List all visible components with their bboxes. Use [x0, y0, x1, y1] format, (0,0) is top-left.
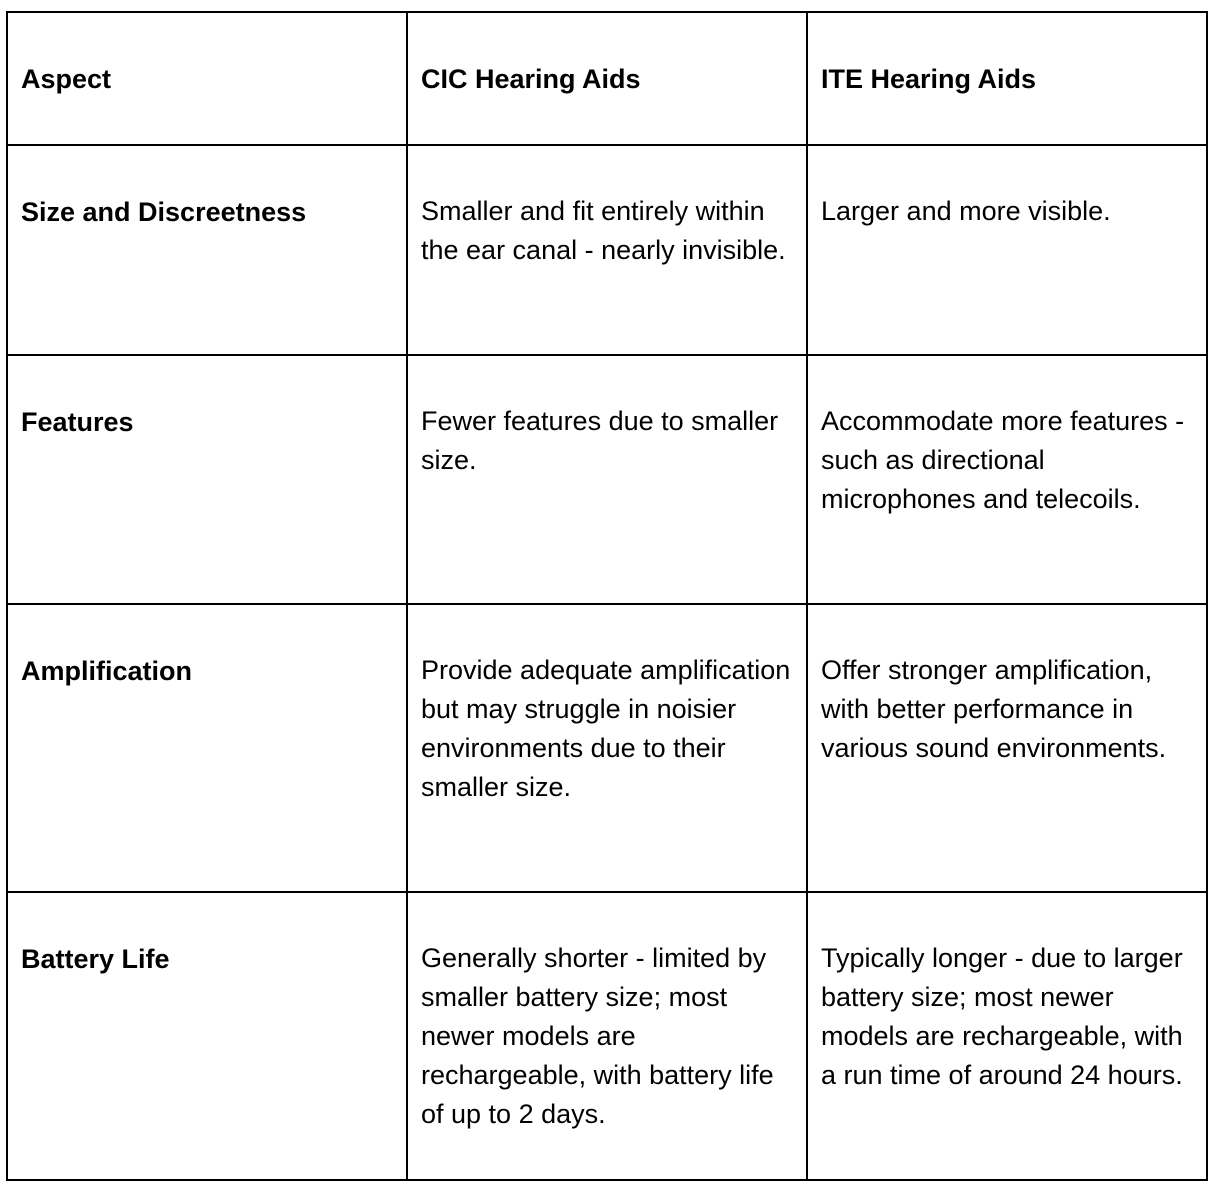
row-aspect: Amplification: [7, 604, 407, 892]
header-ite: ITE Hearing Aids: [807, 12, 1207, 145]
table-row: [7, 604, 1207, 892]
row-cic-cell: Smaller and fit entirely within the ear canal - nearly invisible.: [407, 145, 807, 355]
row-cic-cell: Provide adequate amplification but may struggle in noisier environments due to their smaller size.: [407, 604, 807, 892]
row-ite-cell: Typically longer - due to larger battery size; most newer models are rechargeable, with a run time of around 24 hours.: [807, 892, 1207, 1180]
table-row: [7, 892, 1207, 1180]
row-cic-cell: Generally shorter - limited by smaller battery size; most newer models are rechargeable, with battery life of up to 2 days.: [407, 892, 807, 1180]
row-aspect: Battery Life: [7, 892, 407, 1180]
row-cic-cell: Fewer features due to smaller size.: [407, 355, 807, 604]
table-header-row: [7, 12, 1207, 145]
row-ite-cell: Offer stronger amplification, with better performance in various sound environments.: [807, 604, 1207, 892]
row-ite-cell: Larger and more visible.: [807, 145, 1207, 355]
header-cic: CIC Hearing Aids: [407, 12, 807, 145]
table-row: [7, 355, 1207, 604]
row-aspect: Size and Discreetness: [7, 145, 407, 355]
header-aspect: Aspect: [7, 12, 407, 145]
table-row: [7, 145, 1207, 355]
comparison-table: [6, 11, 1208, 1181]
row-ite-cell: Accommodate more features - such as directional microphones and telecoils.: [807, 355, 1207, 604]
row-aspect: Features: [7, 355, 407, 604]
